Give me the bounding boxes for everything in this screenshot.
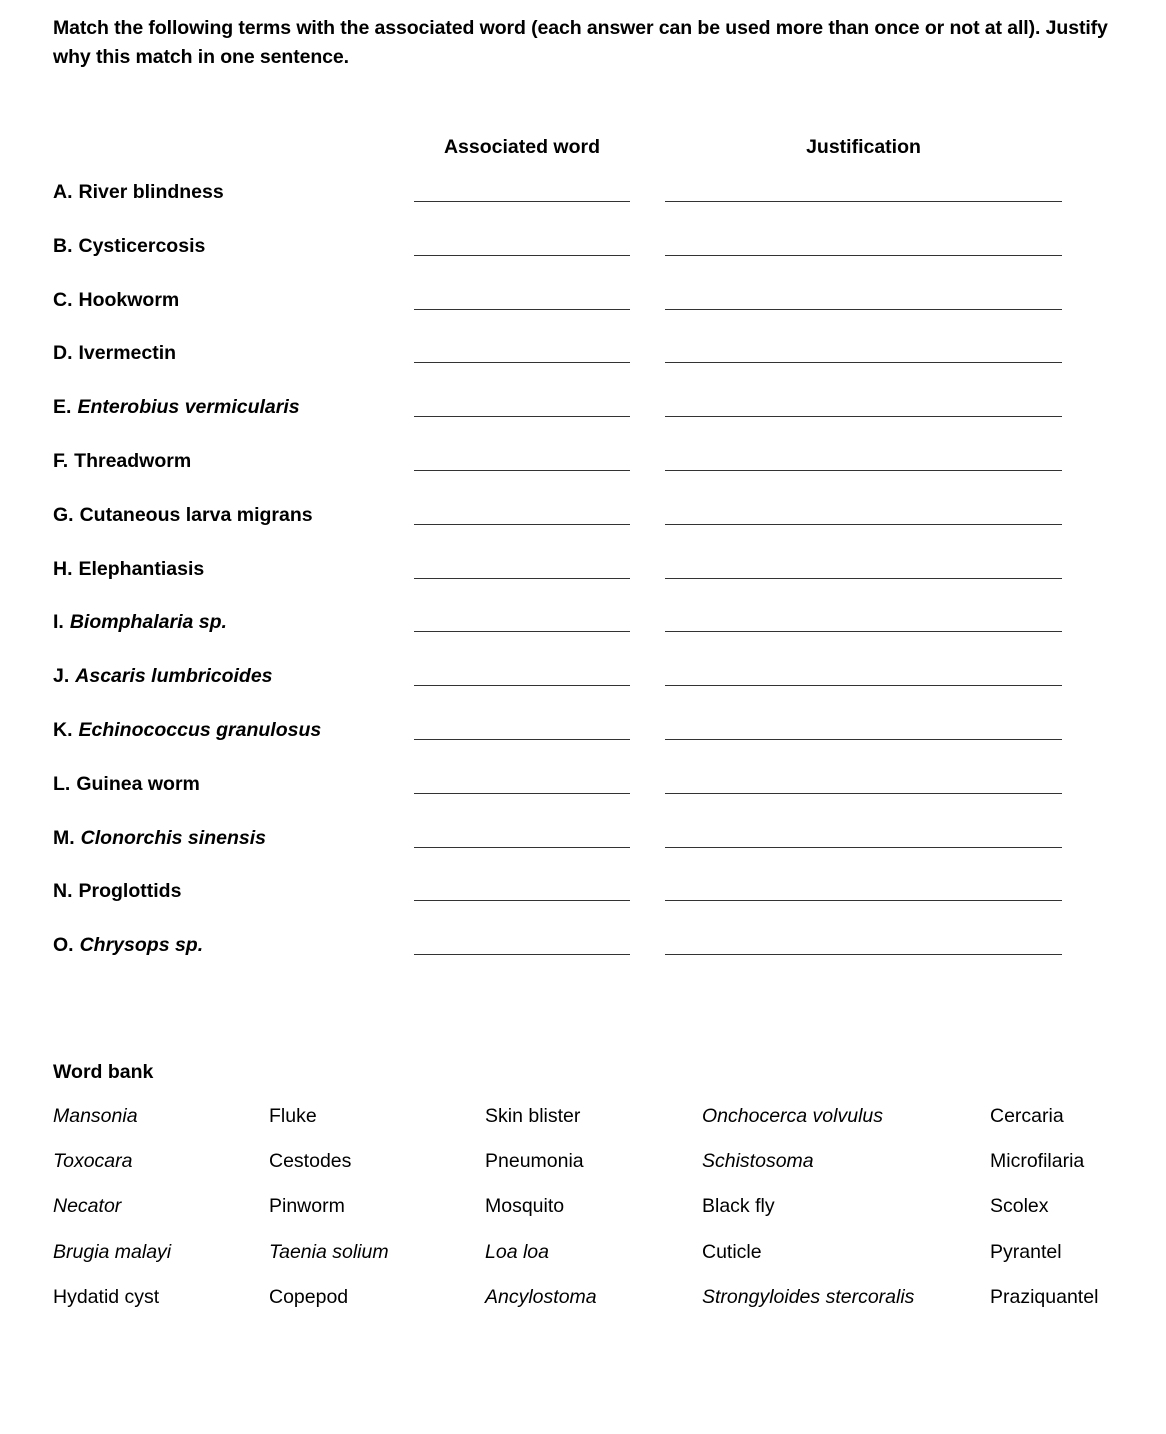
justification-blank[interactable]	[665, 631, 1062, 632]
justification-blank[interactable]	[665, 685, 1062, 686]
term-letter: A.	[53, 181, 73, 203]
word-bank-row	[0, 1148, 1166, 1193]
term-letter: D.	[53, 342, 73, 365]
word-bank-item: Fluke	[269, 1105, 317, 1127]
term-row	[0, 447, 1166, 501]
instructions: Match the following terms with the associated word (each answer can be used more than once or not at all). Justify why this match in one sentence.	[53, 17, 1108, 68]
word-bank-item: Schistosoma	[702, 1150, 814, 1173]
term-name: Biomphalaria sp.	[69, 611, 227, 634]
terms-list	[0, 178, 1166, 985]
term-label	[53, 556, 204, 582]
associated-word-header: Associated word	[443, 136, 601, 158]
associated-word-blank[interactable]	[414, 309, 630, 310]
term-label	[53, 233, 205, 259]
term-row	[0, 931, 1166, 985]
term-row	[0, 877, 1166, 931]
word-bank-item: Microfilaria	[990, 1150, 1085, 1173]
justification-blank[interactable]	[665, 255, 1062, 256]
word-bank-item: Hydatid cyst	[53, 1285, 160, 1308]
term-row	[0, 232, 1166, 286]
term-letter: B.	[53, 234, 73, 257]
term-label	[53, 878, 181, 904]
word-bank-row	[0, 1103, 1166, 1148]
word-bank-item: Cercaria	[990, 1105, 1064, 1127]
word-bank-item: Pyrantel	[990, 1240, 1062, 1263]
word-bank-item: Mansonia	[53, 1105, 138, 1127]
term-name: River blindness	[78, 181, 224, 203]
term-name: Cysticercosis	[78, 234, 206, 257]
word-bank-item: Cuticle	[702, 1240, 762, 1263]
justification-blank[interactable]	[665, 362, 1062, 363]
word-bank-item: Onchocerca volvulus	[702, 1105, 884, 1127]
term-letter: N.	[53, 880, 73, 903]
associated-word-blank[interactable]	[414, 578, 630, 579]
word-bank-item: Pneumonia	[485, 1150, 584, 1173]
term-label	[53, 448, 191, 474]
term-row	[0, 770, 1166, 824]
term-row	[0, 716, 1166, 770]
term-label	[53, 771, 200, 797]
term-label	[53, 340, 176, 366]
term-letter: L.	[53, 772, 71, 795]
associated-word-blank[interactable]	[414, 954, 630, 955]
justification-blank[interactable]	[665, 578, 1062, 579]
associated-word-blank[interactable]	[414, 739, 630, 740]
term-letter: M.	[53, 826, 75, 849]
word-bank-item: Scolex	[990, 1195, 1049, 1218]
term-row	[0, 393, 1166, 447]
term-name: Guinea worm	[76, 772, 200, 795]
term-letter: I.	[53, 611, 64, 634]
word-bank-item: Strongyloides stercoralis	[702, 1285, 915, 1308]
justification-blank[interactable]	[665, 739, 1062, 740]
word-bank-item: Black fly	[702, 1195, 775, 1218]
justification-blank[interactable]	[665, 900, 1062, 901]
word-bank-title: Word bank	[53, 1061, 154, 1083]
justification-blank[interactable]	[665, 847, 1062, 848]
term-label	[53, 287, 179, 313]
word-bank-row	[0, 1284, 1166, 1329]
justification-blank[interactable]	[665, 470, 1062, 471]
word-bank-item: Loa loa	[485, 1240, 549, 1263]
term-row	[0, 339, 1166, 393]
word-bank-item: Mosquito	[485, 1195, 565, 1218]
associated-word-blank[interactable]	[414, 255, 630, 256]
associated-word-blank[interactable]	[414, 793, 630, 794]
word-bank-item: Toxocara	[53, 1150, 133, 1173]
word-bank-item: Necator	[53, 1195, 122, 1218]
term-row	[0, 286, 1166, 340]
word-bank	[0, 1103, 1166, 1329]
term-letter: J.	[53, 665, 70, 688]
justification-blank[interactable]	[665, 954, 1062, 955]
word-bank-item: Pinworm	[269, 1195, 345, 1218]
justification-blank[interactable]	[665, 201, 1062, 202]
term-label	[53, 502, 313, 528]
associated-word-blank[interactable]	[414, 524, 630, 525]
word-bank-item: Ancylostoma	[485, 1285, 597, 1308]
justification-blank[interactable]	[665, 524, 1062, 525]
term-letter: K.	[53, 718, 73, 741]
justification-blank[interactable]	[665, 793, 1062, 794]
word-bank-item: Cestodes	[269, 1150, 352, 1173]
term-name: Clonorchis sinensis	[80, 826, 266, 849]
word-bank-row	[0, 1193, 1166, 1238]
associated-word-blank[interactable]	[414, 362, 630, 363]
term-name: Proglottids	[78, 880, 182, 903]
term-label	[53, 179, 224, 205]
term-name: Elephantiasis	[78, 557, 205, 580]
word-bank-item: Praziquantel	[990, 1285, 1099, 1308]
word-bank-item: Brugia malayi	[53, 1240, 172, 1263]
term-label	[53, 717, 321, 743]
justification-header: Justification	[806, 136, 921, 158]
term-name: Hookworm	[78, 288, 180, 311]
term-letter: F.	[53, 449, 69, 472]
justification-blank[interactable]	[665, 416, 1062, 417]
term-name: Cutaneous larva migrans	[79, 503, 313, 526]
term-name: Ivermectin	[78, 342, 177, 365]
word-bank-row	[0, 1239, 1166, 1284]
term-letter: C.	[53, 288, 73, 311]
term-label	[53, 394, 300, 420]
associated-word-blank[interactable]	[414, 631, 630, 632]
term-letter: E.	[53, 396, 72, 419]
associated-word-blank[interactable]	[414, 470, 630, 471]
term-name: Enterobius vermicularis	[77, 396, 300, 419]
term-name: Echinococcus granulosus	[78, 718, 322, 741]
term-name: Ascaris lumbricoides	[75, 665, 273, 688]
justification-blank[interactable]	[665, 309, 1062, 310]
term-label	[53, 932, 203, 958]
term-row	[0, 662, 1166, 716]
term-name: Chrysops sp.	[79, 934, 204, 957]
word-bank-item: Taenia solium	[269, 1240, 389, 1263]
term-letter: G.	[53, 503, 74, 526]
term-row	[0, 178, 1166, 232]
word-bank-item: Skin blister	[485, 1105, 581, 1127]
term-letter: O.	[53, 934, 74, 957]
term-row	[0, 824, 1166, 878]
term-row	[0, 555, 1166, 609]
associated-word-blank[interactable]	[414, 685, 630, 686]
term-row	[0, 608, 1166, 662]
associated-word-blank[interactable]	[414, 201, 630, 202]
associated-word-blank[interactable]	[414, 847, 630, 848]
term-row	[0, 501, 1166, 555]
word-bank-item: Copepod	[269, 1285, 349, 1308]
associated-word-blank[interactable]	[414, 416, 630, 417]
term-name: Threadworm	[74, 449, 192, 472]
term-label	[53, 609, 227, 635]
term-label	[53, 663, 273, 689]
associated-word-blank[interactable]	[414, 900, 630, 901]
term-letter: H.	[53, 557, 73, 580]
term-label	[53, 825, 266, 851]
